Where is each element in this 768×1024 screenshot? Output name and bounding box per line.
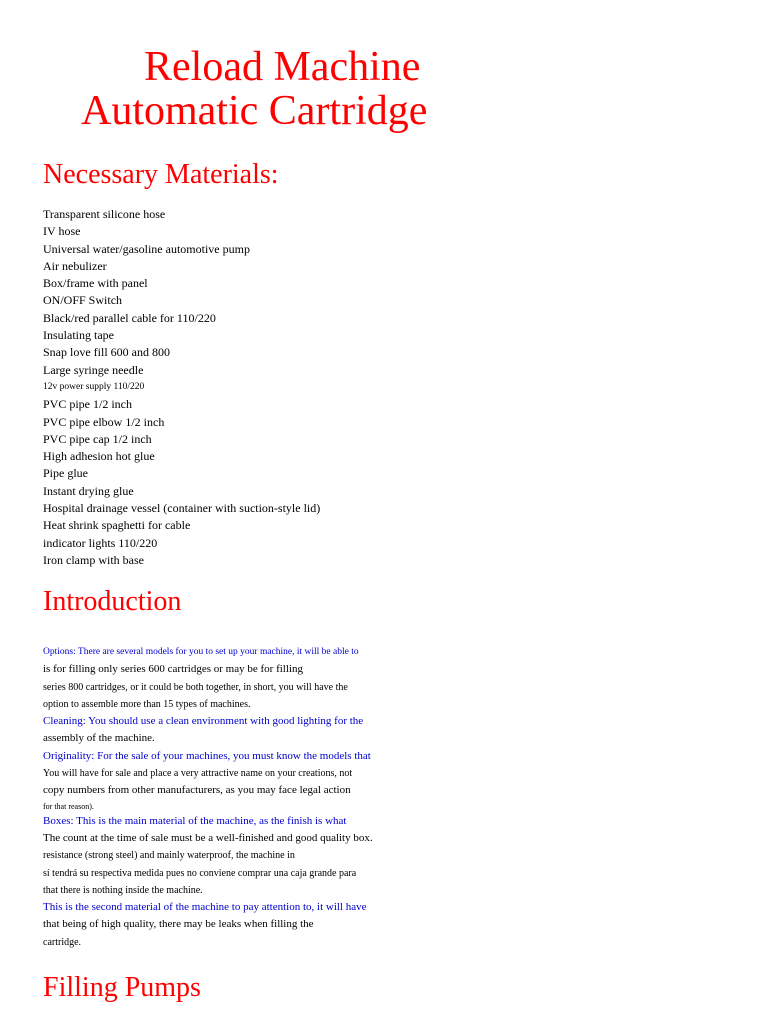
intro-line: for that reason).: [43, 801, 94, 811]
document-title-line-2: Automatic Cartridge: [81, 88, 428, 134]
materials-heading: Necessary Materials:: [43, 159, 279, 190]
list-item: High adhesion hot glue: [43, 449, 155, 464]
intro-line: The count at the time of sale must be a well-finished and good quality box.: [43, 831, 373, 844]
list-item: Instant drying glue: [43, 483, 134, 498]
list-item: Hospital drainage vessel (container with suction-style lid): [43, 501, 321, 516]
list-item: PVC pipe 1/2 inch: [43, 397, 132, 412]
intro-line: Boxes: This is the main material of the machine, as the finish is what: [43, 814, 347, 827]
list-item: PVC pipe elbow 1/2 inch: [43, 414, 165, 429]
document-title-line-1: Reload Machine: [144, 44, 421, 90]
list-item: indicator lights 110/220: [43, 535, 158, 550]
list-item: Universal water/gasoline automotive pump: [43, 241, 250, 256]
list-item: Insulating tape: [43, 328, 114, 343]
list-item: Large syringe needle: [43, 362, 144, 377]
intro-line: Options: There are several models for you to set up your machine, it will be able to: [43, 647, 359, 657]
list-item: PVC pipe cap 1/2 inch: [43, 431, 152, 446]
intro-line: sí tendrá su respectiva medida pues no conviene comprar una caja grande para: [43, 867, 357, 879]
list-item: Snap love fill 600 and 800: [43, 345, 170, 360]
list-item: Black/red parallel cable for 110/220: [43, 310, 216, 325]
materials-list: [43, 206, 320, 569]
intro-line: that there is nothing inside the machine.: [43, 884, 203, 896]
list-item: Box/frame with panel: [43, 276, 148, 291]
intro-line: Originality: For the sale of your machines, you must know the models that: [43, 749, 371, 762]
introduction-body: [43, 644, 743, 951]
list-item: Air nebulizer: [43, 258, 107, 273]
intro-line: assembly of the machine.: [43, 732, 155, 745]
list-item: 12v power supply 110/220: [43, 381, 145, 392]
list-item: Heat shrink spaghetti for cable: [43, 518, 191, 533]
intro-line: is for filling only series 600 cartridges or may be for filling: [43, 663, 303, 676]
introduction-heading: Introduction: [43, 586, 182, 617]
list-item: Transparent silicone hose: [43, 207, 166, 221]
intro-line: You will have for sale and place a very attractive name on your creations, not: [43, 768, 353, 780]
intro-line: This is the second material of the machine to pay attention to, it will have: [43, 901, 367, 914]
list-item: Iron clamp with base: [43, 552, 144, 567]
intro-line: series 800 cartridges, or it could be both together, in short, you will have the: [43, 681, 348, 693]
intro-line: Cleaning: You should use a clean environment with good lighting for the: [43, 715, 364, 728]
intro-line: resistance (strong steel) and mainly waterproof, the machine in: [43, 850, 295, 862]
list-item: Pipe glue: [43, 466, 88, 481]
list-item: IV hose: [43, 224, 81, 239]
intro-line: that being of high quality, there may be leaks when filling the: [43, 918, 314, 931]
intro-line: option to assemble more than 15 types of machines.: [43, 698, 251, 710]
intro-line: copy numbers from other manufacturers, as you may face legal action: [43, 784, 351, 797]
intro-line: cartridge.: [43, 936, 82, 948]
filling-pumps-heading: Filling Pumps: [43, 972, 201, 1003]
list-item: ON/OFF Switch: [43, 293, 123, 308]
